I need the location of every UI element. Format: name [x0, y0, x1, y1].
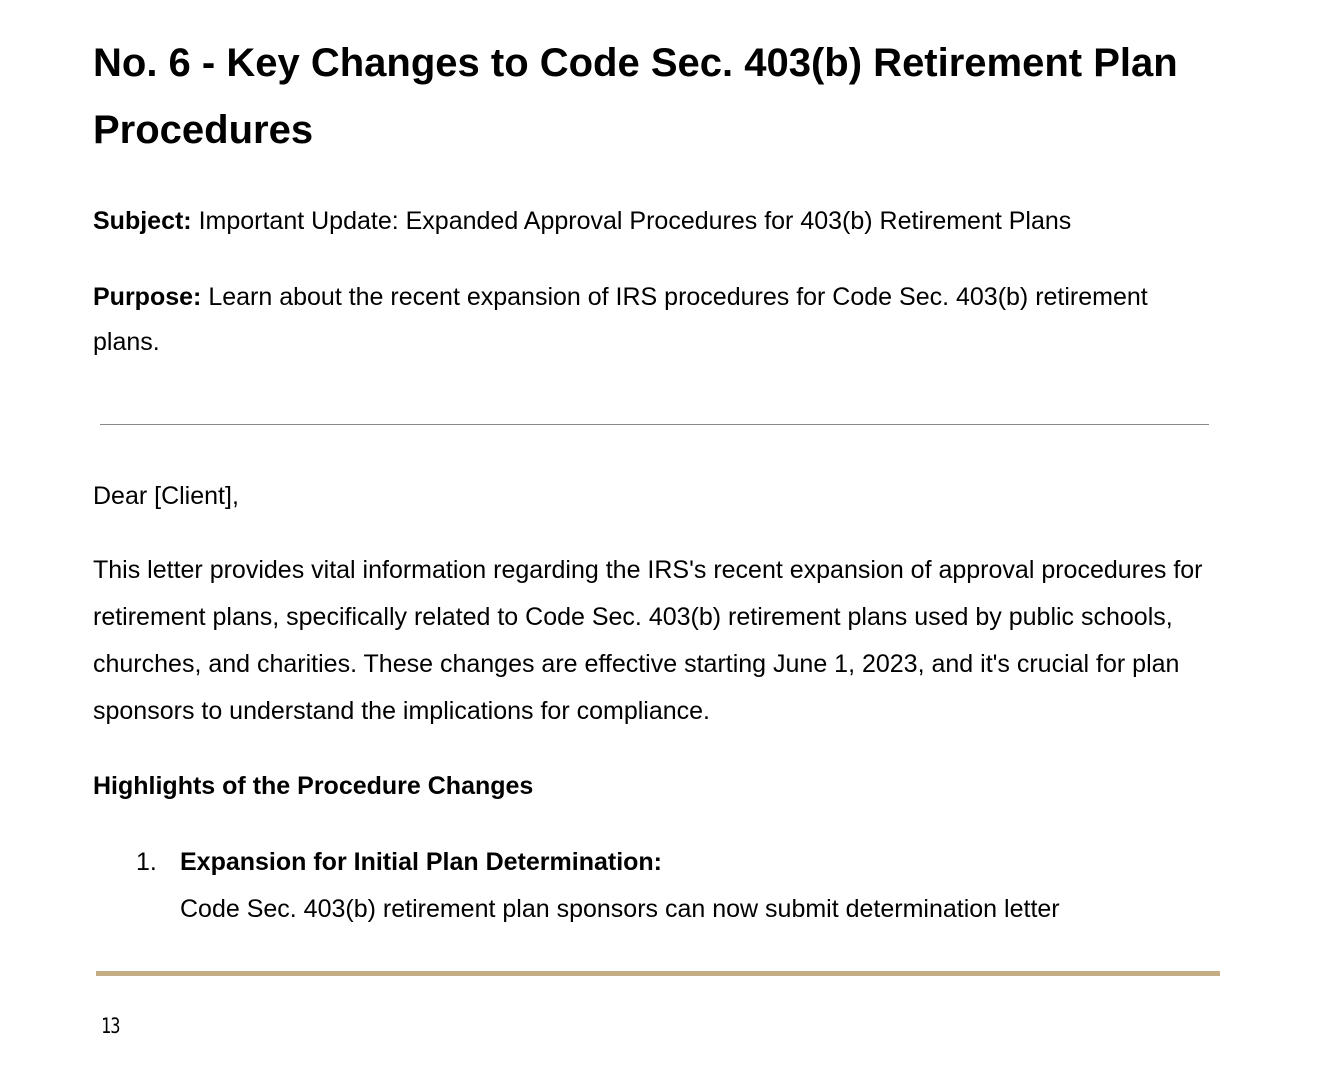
purpose-label: Purpose:: [93, 283, 202, 311]
page-number: 13: [101, 1014, 120, 1038]
purpose-text: Learn about the recent expansion of IRS procedures for Code Sec. 403(b) retirement plans.: [93, 283, 1148, 356]
subject-line: [93, 198, 1218, 245]
section-divider: [100, 424, 1209, 425]
subject-text: Important Update: Expanded Approval Procedures for 403(b) Retirement Plans: [198, 207, 1072, 235]
purpose-line: [93, 275, 1218, 365]
list-item-body: [180, 839, 1220, 933]
body-paragraph: This letter provides vital information regarding the IRS's recent expansion of approval procedures for retirement plans, specifically related to Code Sec. 403(b) retirement plans used by public schools, churches, and charities. These changes are effective starting June 1, 2023, and it's crucial for plan sponsors to understand the implications for compliance.: [93, 556, 1203, 725]
salutation: Dear [Client],: [93, 482, 239, 510]
document-title: No. 6 - Key Changes to Code Sec. 403(b) Retirement Plan Procedures: [93, 41, 1178, 152]
highlights-heading: Highlights of the Procedure Changes: [93, 772, 534, 800]
subject-label: Subject:: [93, 207, 192, 235]
footer-rule: [96, 971, 1220, 976]
list-item-number: 1.: [136, 848, 157, 876]
list-item-text: Code Sec. 403(b) retirement plan sponsors can now submit determination letter: [180, 895, 1060, 923]
list-item-title: Expansion for Initial Plan Determination:: [180, 848, 663, 876]
